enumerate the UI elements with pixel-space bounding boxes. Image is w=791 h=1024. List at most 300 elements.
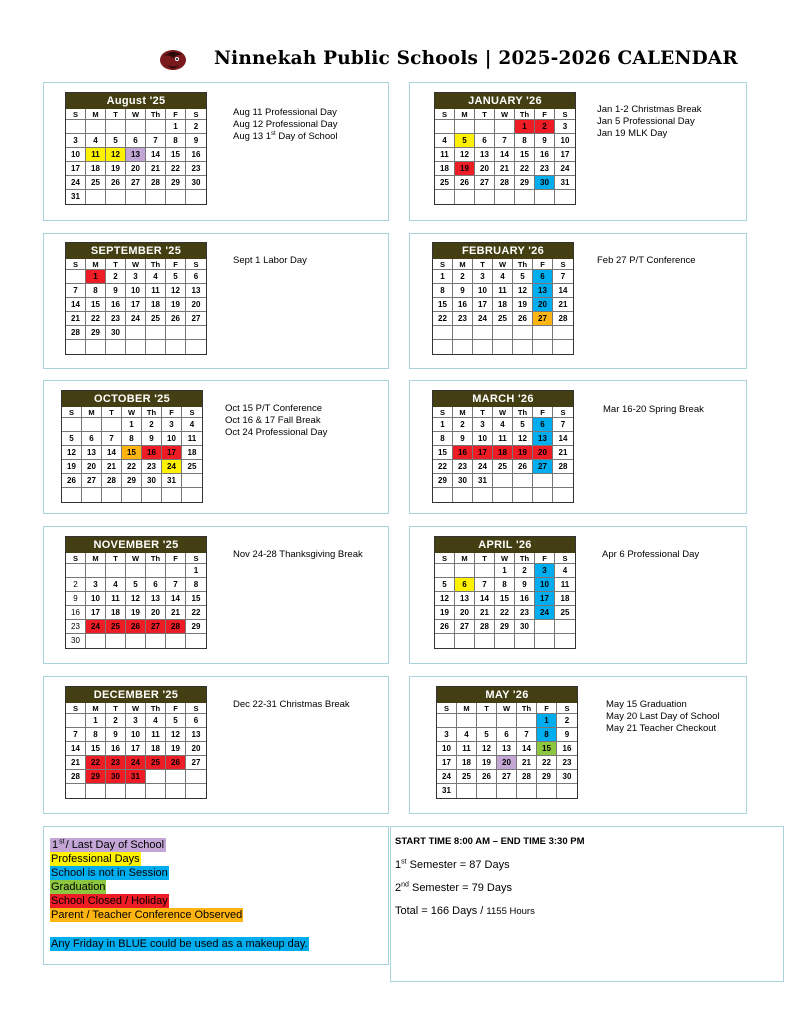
calendar-empty-cell	[473, 340, 493, 354]
day-of-week-header: Th	[142, 407, 162, 418]
calendar-note: Sept 1 Labor Day	[233, 255, 307, 266]
calendar-empty-cell	[182, 488, 202, 502]
calendar-day: 25	[86, 176, 106, 190]
calendar-day: 12	[126, 592, 146, 606]
calendar-day: 28	[553, 312, 573, 326]
calendar-day: 5	[106, 134, 126, 148]
day-of-week-header: S	[555, 109, 575, 120]
calendar-day: 21	[553, 298, 573, 312]
calendar-day: 2	[453, 270, 473, 284]
calendar-day: 29	[166, 176, 186, 190]
calendar-day: 25	[106, 620, 126, 634]
calendar-empty-cell	[86, 784, 106, 798]
calendar-empty-cell	[477, 714, 497, 728]
calendar-empty-cell	[435, 190, 455, 204]
calendar-day: 23	[142, 460, 162, 474]
calendar-empty-cell	[106, 564, 126, 578]
calendar-day: 12	[62, 446, 82, 460]
calendar-day: 28	[166, 620, 186, 634]
calendar-day: 7	[553, 418, 573, 432]
day-of-week-header: M	[86, 553, 106, 564]
calendar-day: 13	[497, 742, 517, 756]
calendar-day: 19	[513, 446, 533, 460]
calendar-day: 12	[166, 728, 186, 742]
legend-item-school-closed: School Closed / Holiday	[51, 895, 168, 907]
calendar-day: 5	[513, 418, 533, 432]
calendar-empty-cell	[126, 326, 146, 340]
calendar-day: 26	[166, 312, 186, 326]
day-of-week-header: M	[457, 703, 477, 714]
calendar-day: 10	[437, 742, 457, 756]
calendar-day: 30	[106, 326, 126, 340]
calendar-day: 27	[533, 460, 553, 474]
calendar-empty-cell	[146, 340, 166, 354]
calendar-apr	[434, 536, 576, 649]
calendar-day: 7	[146, 134, 166, 148]
calendar-day: 28	[102, 474, 122, 488]
calendar-day: 21	[495, 162, 515, 176]
day-of-week-header: T	[106, 259, 126, 270]
day-of-week-header: F	[533, 259, 553, 270]
calendar-empty-cell	[186, 784, 206, 798]
calendar-empty-cell	[475, 634, 495, 648]
calendar-day: 23	[453, 312, 473, 326]
calendar-empty-cell	[535, 620, 555, 634]
calendar-sep	[65, 242, 207, 355]
legend-item-graduation: Graduation	[51, 881, 106, 893]
day-of-week-header: W	[126, 109, 146, 120]
calendar-day: 25	[555, 606, 575, 620]
calendar-empty-cell	[106, 634, 126, 648]
calendar-day: 29	[122, 474, 142, 488]
calendar-day: 23	[535, 162, 555, 176]
day-of-week-header: S	[186, 259, 206, 270]
calendar-empty-cell	[533, 488, 553, 502]
calendar-day: 11	[182, 432, 202, 446]
calendar-day: 23	[106, 312, 126, 326]
total-days: Total = 166 Days / 1155 Hours	[395, 905, 535, 917]
calendar-day: 30	[142, 474, 162, 488]
calendar-empty-cell	[102, 418, 122, 432]
calendar-day: 28	[146, 176, 166, 190]
calendar-day: 25	[435, 176, 455, 190]
calendar-grid	[66, 703, 206, 798]
calendar-day: 28	[66, 326, 86, 340]
calendar-empty-cell	[453, 326, 473, 340]
legend	[50, 838, 309, 951]
calendar-day: 26	[477, 770, 497, 784]
day-of-week-header: F	[166, 259, 186, 270]
calendar-day: 31	[555, 176, 575, 190]
calendar-day: 24	[162, 460, 182, 474]
calendar-empty-cell	[102, 488, 122, 502]
calendar-day: 29	[86, 770, 106, 784]
calendar-day: 1	[166, 120, 186, 134]
day-of-week-header: W	[495, 109, 515, 120]
calendar-day: 2	[106, 714, 126, 728]
calendar-empty-cell	[535, 634, 555, 648]
calendar-day: 28	[66, 770, 86, 784]
calendar-empty-cell	[557, 784, 577, 798]
calendar-day: 16	[106, 298, 126, 312]
day-of-week-header: T	[102, 407, 122, 418]
calendar-day: 4	[146, 270, 166, 284]
day-of-week-header: T	[106, 109, 126, 120]
calendar-day: 26	[62, 474, 82, 488]
calendar-note: Mar 16-20 Spring Break	[603, 404, 704, 415]
calendar-empty-cell	[86, 634, 106, 648]
calendar-empty-cell	[475, 120, 495, 134]
calendar-empty-cell	[146, 634, 166, 648]
calendar-day: 14	[66, 742, 86, 756]
calendar-day: 17	[162, 446, 182, 460]
calendar-empty-cell	[186, 634, 206, 648]
calendar-empty-cell	[166, 784, 186, 798]
calendar-empty-cell	[553, 340, 573, 354]
calendar-note: Nov 24-28 Thanksgiving Break	[233, 549, 363, 560]
calendar-empty-cell	[495, 190, 515, 204]
calendar-day: 16	[66, 606, 86, 620]
calendar-day: 28	[475, 620, 495, 634]
calendar-day: 18	[106, 606, 126, 620]
calendar-day: 6	[186, 270, 206, 284]
calendar-note: Jan 1-2 Christmas Break	[597, 104, 702, 115]
day-of-week-header: S	[435, 553, 455, 564]
calendar-empty-cell	[475, 564, 495, 578]
calendar-empty-cell	[433, 488, 453, 502]
calendar-day: 2	[535, 120, 555, 134]
calendar-empty-cell	[497, 784, 517, 798]
calendar-empty-cell	[126, 190, 146, 204]
calendar-day: 27	[497, 770, 517, 784]
calendar-day: 8	[186, 578, 206, 592]
calendar-day: 14	[517, 742, 537, 756]
calendar-day: 6	[186, 714, 206, 728]
calendar-day: 13	[126, 148, 146, 162]
calendar-day: 10	[473, 284, 493, 298]
calendar-month-title: August '25	[66, 93, 206, 109]
calendar-grid	[66, 109, 206, 204]
calendar-day: 9	[557, 728, 577, 742]
calendar-empty-cell	[473, 326, 493, 340]
calendar-day: 10	[126, 284, 146, 298]
calendar-empty-cell	[437, 714, 457, 728]
day-of-week-header: W	[493, 259, 513, 270]
calendar-day: 6	[533, 270, 553, 284]
calendar-day: 1	[433, 418, 453, 432]
calendar-day: 12	[455, 148, 475, 162]
day-of-week-header: M	[455, 553, 475, 564]
calendar-empty-cell	[146, 564, 166, 578]
day-of-week-header: F	[535, 109, 555, 120]
calendar-day: 16	[142, 446, 162, 460]
calendar-day: 18	[182, 446, 202, 460]
calendar-day: 5	[166, 270, 186, 284]
notes-dec	[233, 699, 350, 711]
calendar-grid	[435, 553, 575, 648]
calendar-day: 12	[435, 592, 455, 606]
calendar-day: 8	[166, 134, 186, 148]
calendar-day: 28	[517, 770, 537, 784]
calendar-empty-cell	[533, 340, 553, 354]
calendar-day: 17	[555, 148, 575, 162]
calendar-day: 26	[513, 312, 533, 326]
calendar-empty-cell	[142, 488, 162, 502]
calendar-day: 5	[166, 714, 186, 728]
calendar-day: 18	[457, 756, 477, 770]
calendar-day: 5	[435, 578, 455, 592]
calendar-empty-cell	[66, 714, 86, 728]
calendar-day: 8	[537, 728, 557, 742]
calendar-day: 24	[126, 756, 146, 770]
calendar-day: 27	[126, 176, 146, 190]
calendar-empty-cell	[433, 340, 453, 354]
calendar-empty-cell	[86, 340, 106, 354]
calendar-day: 21	[517, 756, 537, 770]
calendar-empty-cell	[493, 488, 513, 502]
calendar-day: 17	[437, 756, 457, 770]
calendar-day: 22	[122, 460, 142, 474]
calendar-empty-cell	[513, 340, 533, 354]
calendar-day: 17	[473, 446, 493, 460]
calendar-empty-cell	[435, 564, 455, 578]
calendar-empty-cell	[517, 784, 537, 798]
calendar-day: 21	[166, 606, 186, 620]
calendar-day: 20	[82, 460, 102, 474]
calendar-empty-cell	[106, 120, 126, 134]
calendar-day: 28	[553, 460, 573, 474]
calendar-day: 14	[66, 298, 86, 312]
calendar-day: 30	[106, 770, 126, 784]
calendar-empty-cell	[477, 784, 497, 798]
calendar-dec	[65, 686, 207, 799]
notes-sep	[233, 255, 307, 267]
calendar-day: 17	[535, 592, 555, 606]
calendar-day: 30	[515, 620, 535, 634]
calendar-grid	[435, 109, 575, 204]
calendar-day: 9	[106, 728, 126, 742]
calendar-day: 26	[455, 176, 475, 190]
calendar-feb	[432, 242, 574, 355]
calendar-day: 18	[435, 162, 455, 176]
calendar-day: 23	[453, 460, 473, 474]
legend-item-not-in-session: School is not in Session	[51, 867, 168, 879]
calendar-day: 19	[126, 606, 146, 620]
calendar-empty-cell	[166, 340, 186, 354]
calendar-day: 2	[515, 564, 535, 578]
calendar-day: 11	[435, 148, 455, 162]
calendar-empty-cell	[457, 714, 477, 728]
calendar-day: 9	[453, 284, 473, 298]
notes-jan	[597, 104, 702, 140]
calendar-day: 16	[515, 592, 535, 606]
day-of-week-header: S	[433, 407, 453, 418]
calendar-day: 20	[455, 606, 475, 620]
calendar-day: 21	[102, 460, 122, 474]
calendar-note: Jan 19 MLK Day	[597, 128, 668, 139]
calendar-day: 20	[146, 606, 166, 620]
calendar-empty-cell	[146, 190, 166, 204]
calendar-empty-cell	[186, 326, 206, 340]
calendar-day: 12	[513, 432, 533, 446]
day-of-week-header: T	[475, 109, 495, 120]
calendar-empty-cell	[166, 770, 186, 784]
semester-2-days: 2nd Semester = 79 Days	[395, 881, 512, 894]
calendar-day: 29	[495, 620, 515, 634]
calendar-day: 11	[493, 432, 513, 446]
calendar-day: 26	[166, 756, 186, 770]
calendar-month-title: SEPTEMBER '25	[66, 243, 206, 259]
calendar-empty-cell	[62, 488, 82, 502]
calendar-day: 18	[555, 592, 575, 606]
calendar-empty-cell	[537, 784, 557, 798]
calendar-empty-cell	[553, 326, 573, 340]
calendar-empty-cell	[533, 474, 553, 488]
calendar-month-title: DECEMBER '25	[66, 687, 206, 703]
calendar-day: 16	[453, 298, 473, 312]
calendar-empty-cell	[513, 326, 533, 340]
day-of-week-header: T	[475, 553, 495, 564]
start-end-time: START TIME 8:00 AM – END TIME 3:30 PM	[395, 836, 585, 847]
day-of-week-header: S	[66, 259, 86, 270]
calendar-day: 25	[182, 460, 202, 474]
calendar-day: 6	[126, 134, 146, 148]
calendar-day: 3	[86, 578, 106, 592]
calendar-empty-cell	[62, 418, 82, 432]
calendar-day: 16	[535, 148, 555, 162]
day-of-week-header: Th	[146, 553, 166, 564]
day-of-week-header: W	[493, 407, 513, 418]
calendar-grid	[437, 703, 577, 798]
calendar-month-title: JANUARY '26	[435, 93, 575, 109]
calendar-day: 19	[455, 162, 475, 176]
calendar-day: 22	[515, 162, 535, 176]
calendar-day: 3	[473, 270, 493, 284]
calendar-day: 19	[166, 298, 186, 312]
school-logo-icon	[158, 46, 188, 74]
notes-feb	[597, 255, 696, 267]
calendar-day: 22	[433, 312, 453, 326]
calendar-empty-cell	[66, 784, 86, 798]
calendar-day: 6	[82, 432, 102, 446]
calendar-day: 1	[86, 270, 106, 284]
calendar-day: 10	[86, 592, 106, 606]
calendar-day: 5	[62, 432, 82, 446]
calendar-day: 25	[493, 312, 513, 326]
calendar-day: 20	[126, 162, 146, 176]
calendar-day: 11	[106, 592, 126, 606]
calendar-day: 6	[146, 578, 166, 592]
calendar-day: 1	[537, 714, 557, 728]
calendar-empty-cell	[86, 120, 106, 134]
calendar-empty-cell	[146, 770, 166, 784]
calendar-note: Aug 13 1st Day of School	[233, 130, 338, 142]
calendar-day: 9	[515, 578, 535, 592]
calendar-day: 8	[495, 578, 515, 592]
calendar-day: 1	[122, 418, 142, 432]
calendar-empty-cell	[493, 326, 513, 340]
notes-may	[606, 699, 720, 735]
calendar-aug	[65, 92, 207, 205]
school-info	[395, 836, 585, 928]
calendar-day: 20	[533, 446, 553, 460]
calendar-day: 11	[146, 284, 166, 298]
calendar-day: 7	[102, 432, 122, 446]
calendar-day: 14	[495, 148, 515, 162]
calendar-day: 27	[475, 176, 495, 190]
day-of-week-header: Th	[515, 109, 535, 120]
day-of-week-header: S	[433, 259, 453, 270]
calendar-empty-cell	[555, 634, 575, 648]
calendar-day: 17	[86, 606, 106, 620]
calendar-day: 10	[473, 432, 493, 446]
calendar-day: 23	[66, 620, 86, 634]
calendar-day: 3	[162, 418, 182, 432]
calendar-day: 13	[146, 592, 166, 606]
calendar-empty-cell	[433, 326, 453, 340]
calendar-empty-cell	[513, 474, 533, 488]
calendar-grid	[66, 553, 206, 648]
calendar-day: 13	[475, 148, 495, 162]
calendar-empty-cell	[493, 340, 513, 354]
notes-mar	[603, 404, 704, 416]
calendar-note: Aug 12 Professional Day	[233, 119, 338, 130]
calendar-day: 24	[66, 176, 86, 190]
calendar-day: 24	[535, 606, 555, 620]
calendar-day: 10	[66, 148, 86, 162]
calendar-day: 30	[535, 176, 555, 190]
calendar-day: 16	[106, 742, 126, 756]
calendar-day: 15	[166, 148, 186, 162]
calendar-empty-cell	[455, 634, 475, 648]
calendar-day: 15	[515, 148, 535, 162]
calendar-day: 14	[146, 148, 166, 162]
calendar-empty-cell	[475, 190, 495, 204]
calendar-day: 26	[435, 620, 455, 634]
day-of-week-header: M	[86, 109, 106, 120]
calendar-empty-cell	[126, 634, 146, 648]
calendar-month-title: FEBRUARY '26	[433, 243, 573, 259]
calendar-day: 3	[473, 418, 493, 432]
calendar-empty-cell	[106, 784, 126, 798]
calendar-day: 9	[453, 432, 473, 446]
calendar-day: 4	[435, 134, 455, 148]
calendar-day: 4	[493, 270, 513, 284]
calendar-day: 7	[166, 578, 186, 592]
calendar-day: 23	[186, 162, 206, 176]
day-of-week-header: T	[106, 703, 126, 714]
calendar-nov	[65, 536, 207, 649]
calendar-day: 18	[86, 162, 106, 176]
calendar-month-title: MARCH '26	[433, 391, 573, 407]
day-of-week-header: Th	[517, 703, 537, 714]
calendar-day: 4	[182, 418, 202, 432]
calendar-day: 12	[477, 742, 497, 756]
calendar-note: Dec 22-31 Christmas Break	[233, 699, 350, 710]
calendar-day: 28	[495, 176, 515, 190]
calendar-day: 2	[66, 578, 86, 592]
calendar-day: 9	[186, 134, 206, 148]
calendar-empty-cell	[497, 714, 517, 728]
calendar-day: 2	[557, 714, 577, 728]
calendar-day: 5	[477, 728, 497, 742]
calendar-day: 31	[162, 474, 182, 488]
calendar-day: 16	[453, 446, 473, 460]
calendar-day: 15	[433, 446, 453, 460]
day-of-week-header: Th	[146, 703, 166, 714]
calendar-day: 15	[86, 742, 106, 756]
day-of-week-header: W	[126, 553, 146, 564]
